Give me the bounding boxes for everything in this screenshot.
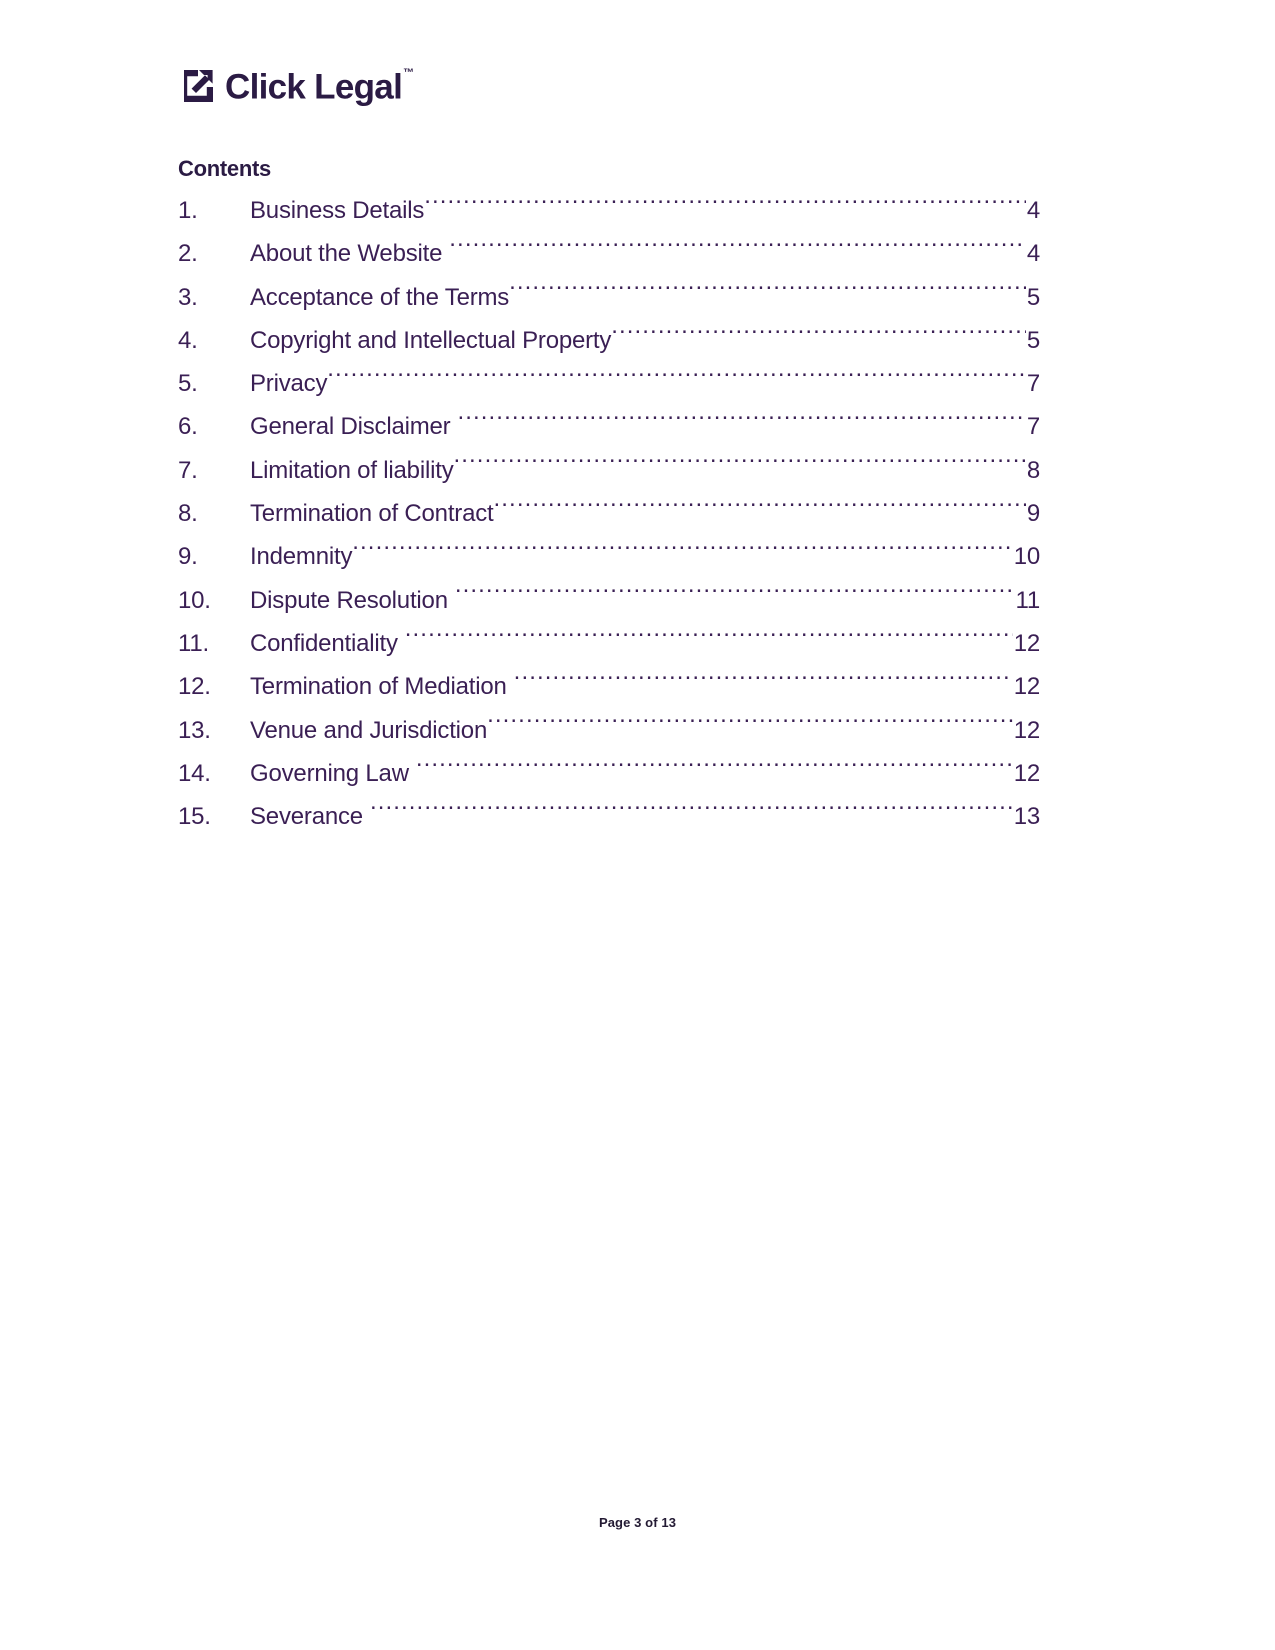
toc-entry-number: 8.	[178, 500, 198, 528]
footer-page-number: Page 3 of 13	[598, 1515, 677, 1530]
toc-entry-number: 4.	[178, 326, 198, 354]
toc-entry-number: 10.	[178, 586, 211, 614]
external-link-arrow-icon	[178, 67, 214, 105]
toc-entry[interactable]	[178, 189, 1040, 232]
toc-entry-page-number: 10	[1013, 543, 1040, 571]
contents-heading: Contents	[178, 156, 271, 181]
toc-entry-label: Dispute Resolution	[250, 586, 448, 614]
toc-entry-number: 12.	[178, 673, 211, 701]
toc-entry-page-number: 12	[1013, 716, 1040, 744]
toc-entry-page-number: 12	[1013, 759, 1040, 787]
toc-entry[interactable]	[178, 362, 1040, 405]
toc-entry-number: 9.	[178, 543, 198, 571]
toc-entry-number: 7.	[178, 456, 198, 484]
toc-entry[interactable]	[178, 752, 1040, 795]
toc-dot-leader	[370, 800, 1013, 824]
toc-list	[178, 189, 1040, 838]
brand-name: Click Legal	[225, 67, 403, 107]
toc-entry[interactable]	[178, 276, 1040, 319]
toc-dot-leader	[514, 670, 1013, 694]
toc-entry-label: Limitation of liability	[250, 456, 454, 484]
toc-dot-leader	[327, 367, 1026, 391]
toc-entry-number: 2.	[178, 240, 198, 268]
toc-entry[interactable]	[178, 232, 1040, 275]
brand-wordmark	[225, 62, 413, 109]
toc-entry[interactable]	[178, 665, 1040, 708]
toc-entry[interactable]	[178, 449, 1040, 492]
toc-dot-leader	[455, 584, 1015, 608]
toc-entry-label: Indemnity	[250, 543, 353, 571]
table-of-contents	[178, 155, 1040, 838]
toc-entry-number: 11.	[178, 629, 209, 657]
toc-entry-label: Venue and Jurisdiction	[250, 716, 488, 744]
toc-entry-label: General Disclaimer	[250, 413, 451, 441]
toc-entry-number: 1.	[178, 197, 198, 224]
toc-entry-number: 5.	[178, 370, 198, 398]
toc-entry-label: Privacy	[250, 370, 328, 398]
toc-dot-leader	[487, 714, 1013, 738]
toc-entry-label: Business Details	[250, 197, 425, 224]
toc-entry-page-number: 9	[1026, 500, 1040, 528]
toc-entry[interactable]	[178, 535, 1040, 578]
toc-entry-page-number: 4	[1026, 197, 1040, 224]
toc-entry-page-number: 12	[1013, 673, 1040, 701]
toc-dot-leader	[405, 627, 1013, 651]
toc-dot-leader	[494, 497, 1026, 521]
toc-entry[interactable]	[178, 579, 1040, 622]
toc-entry-label: Governing Law	[250, 759, 409, 787]
toc-entry[interactable]	[178, 622, 1040, 665]
toc-entry-label: Copyright and Intellectual Property	[250, 326, 612, 354]
toc-entry-label: About the Website	[250, 240, 443, 268]
toc-entry-page-number: 4	[1026, 240, 1040, 268]
toc-dot-leader	[611, 324, 1026, 348]
toc-dot-leader	[424, 194, 1026, 218]
toc-entry-page-number: 13	[1013, 803, 1040, 831]
toc-dot-leader	[449, 237, 1026, 261]
toc-dot-leader	[352, 540, 1012, 564]
page-footer	[0, 1514, 1275, 1532]
toc-entry-page-number: 7	[1026, 413, 1040, 441]
toc-entry-page-number: 7	[1026, 370, 1040, 398]
toc-entry[interactable]	[178, 319, 1040, 362]
toc-dot-leader	[457, 410, 1025, 434]
toc-entry-label: Termination of Mediation	[250, 673, 507, 701]
toc-entry-number: 3.	[178, 283, 198, 311]
toc-entry-label: Severance	[250, 803, 363, 831]
toc-entry-number: 13.	[178, 716, 211, 744]
toc-entry-page-number: 5	[1026, 283, 1040, 311]
toc-entry[interactable]	[178, 709, 1040, 752]
toc-entry-number: 6.	[178, 413, 198, 441]
toc-entry-page-number: 5	[1026, 326, 1040, 354]
toc-entry[interactable]	[178, 492, 1040, 535]
toc-entry-page-number: 8	[1026, 456, 1040, 484]
toc-dot-leader	[454, 454, 1026, 478]
toc-entry-number: 15.	[178, 803, 211, 831]
toc-entry-label: Confidentiality	[250, 629, 398, 657]
toc-entry-label: Acceptance of the Terms	[250, 283, 510, 311]
trademark-symbol: ™	[403, 67, 415, 79]
toc-entry[interactable]	[178, 795, 1040, 838]
toc-dot-leader	[416, 757, 1013, 781]
toc-entry-label: Termination of Contract	[250, 500, 494, 528]
toc-dot-leader	[509, 281, 1026, 305]
toc-entry-page-number: 12	[1013, 629, 1040, 657]
toc-entry[interactable]	[178, 405, 1040, 448]
brand-logo	[178, 62, 413, 109]
toc-entry-page-number: 11	[1015, 586, 1040, 614]
toc-entry-number: 14.	[178, 759, 211, 787]
